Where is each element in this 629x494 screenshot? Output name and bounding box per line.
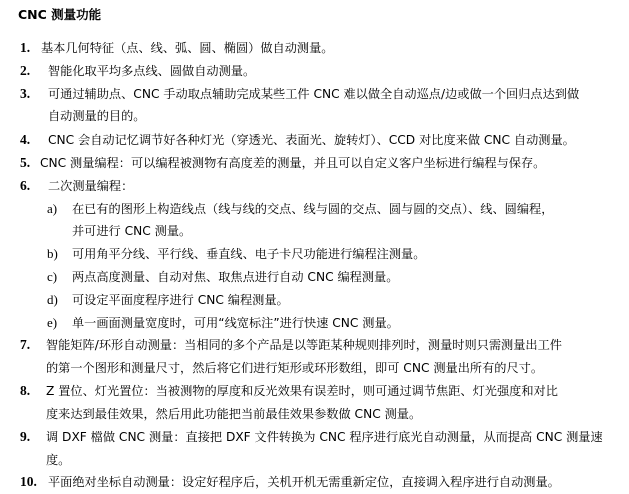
item-number: 5. [20,155,31,170]
item-number: 4. [20,132,31,147]
item-text: 智能矩阵/环形自动测量：当相同的多个产品是以等距某种规则排列时，测量时则只需测量出工件 [46,338,562,352]
item-number: 2. [20,63,31,78]
item-number: 10. [20,474,37,489]
item-text: 调 DXF 檔做 CNC 测量：直接把 DXF 文件转换为 CNC 程序进行底光自动测量，从而提高 CNC 测量速 [46,430,603,444]
sub-item-text: 可用角平分线、平行线、垂直线、电子卡尺功能进行编程注测量。 [72,247,426,261]
sub-item-text: 并可进行 CNC 测量。 [72,224,192,238]
item-number: 9. [20,429,31,444]
sub-item-label: c) [47,269,58,284]
item-text: CNC 会自动记忆调节好各种灯光（穿透光、表面光、旋转灯）、CCD 对比度来做 CNC 自动测量。 [48,133,575,147]
item-text: 平面绝对坐标自动测量：设定好程序后，关机开机无需重新定位，直接调入程序进行自动测量。 [48,475,560,489]
item-text: 智能化取平均多点线、圆做自动测量。 [48,64,256,78]
item-text: 可通过辅助点、CNC 手动取点辅助完成某些工件 CNC 难以做全自动巡点/边或做一个回归点达到做 [48,87,580,101]
sub-item-text: 在已有的图形上构造线点（线与线的交点、线与圆的交点、圆与圆的交点）、线、圆编程， [72,202,554,216]
item-text: Z 置位、灯光置位：当被测物的厚度和反光效果有误差时，则可通过调节焦距、灯光强度和对比 [46,384,558,398]
page-title: CNC 测量功能 [18,7,102,22]
sub-item-text: 两点高度测量、自动对焦、取焦点进行自动 CNC 编程测量。 [72,270,399,284]
item-text: 自动测量的目的。 [48,109,146,123]
sub-item-text: 单一画面测量宽度时，可用“线宽标注”进行快速 CNC 测量。 [72,316,399,330]
sub-item-label: a) [47,201,58,216]
item-number: 8. [20,383,31,398]
sub-item-text: 可设定平面度程序进行 CNC 编程测量。 [72,293,289,307]
item-text: 度来达到最佳效果，然后用此功能把当前最佳效果参数做 CNC 测量。 [46,407,422,421]
item-text: 的第一个图形和测量尺寸，然后将它们进行矩形或环形数组，即可 CNC 测量出所有的尺寸。 [46,361,544,375]
item-text: 度。 [46,453,71,467]
sub-item-label: d) [47,292,58,307]
sub-item-label: b) [47,246,58,261]
item-number: 1. [20,40,31,55]
item-text: 二次测量编程： [48,179,134,193]
item-text: CNC 测量编程：可以编程被测物有高度差的测量，并且可以自定义客户坐标进行编程与保存。 [40,156,546,170]
item-number: 7. [20,337,31,352]
sub-item-label: e) [47,315,58,330]
item-number: 6. [20,178,31,193]
item-text: 基本几何特征（点、线、弧、圆、椭圆）做自动测量。 [41,41,334,55]
item-number: 3. [20,86,31,101]
